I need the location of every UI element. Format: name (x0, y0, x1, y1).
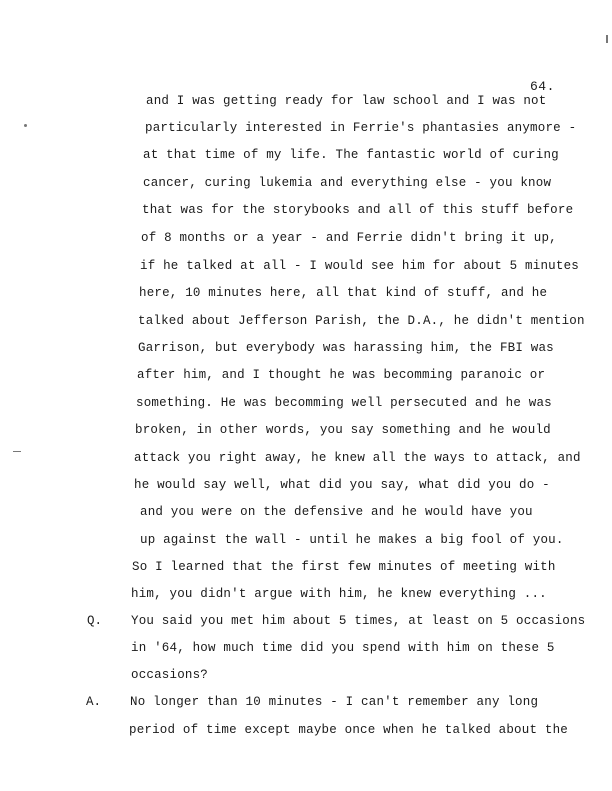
transcript-line: here, 10 minutes here, all that kind of stuff, and he (139, 286, 548, 300)
transcript-line: that was for the storybooks and all of this stuff before (142, 203, 574, 217)
transcript-line: after him, and I thought he was becomming paranoic or (137, 368, 546, 382)
transcript-line: attack you right away, he knew all the ways to attack, and (134, 451, 581, 465)
transcript-line: he would say well, what did you say, what did you do - (134, 478, 550, 492)
transcript-line: particularly interested in Ferrie's phantasies anymore - (145, 121, 577, 135)
transcript-line: period of time except maybe once when he talked about the (129, 723, 568, 737)
transcript-line: talked about Jefferson Parish, the D.A., he didn't mention (138, 314, 585, 328)
transcript-line: in '64, how much time did you spend with him on these 5 (131, 641, 555, 655)
transcript-line: cancer, curing lukemia and everything else - you know (143, 176, 552, 190)
transcript-line: Garrison, but everybody was harassing him, the FBI was (138, 341, 554, 355)
scan-speck (606, 35, 608, 43)
scan-speck (24, 124, 27, 127)
transcript-line: if he talked at all - I would see him for about 5 minutes (140, 259, 579, 273)
transcript-line: and you were on the defensive and he would have you (140, 505, 533, 519)
transcript-line: So I learned that the first few minutes of meeting with (132, 560, 556, 574)
transcript-line: something. He was becomming well persecuted and he was (136, 396, 552, 410)
transcript-line: up against the wall - until he makes a big fool of you. (140, 533, 564, 547)
transcript-line: at that time of my life. The fantastic world of curing (143, 148, 559, 162)
transcript-line: and I was getting ready for law school and I was not (146, 94, 547, 108)
speaker-label-question: Q. (87, 614, 103, 628)
transcript-line: You said you met him about 5 times, at least on 5 occasions (131, 614, 586, 628)
transcript-line: No longer than 10 minutes - I can't remember any long (130, 695, 539, 709)
transcript-line: occasions? (131, 668, 209, 682)
transcript-line: broken, in other words, you say something and he would (135, 423, 551, 437)
scan-speck (13, 451, 21, 452)
transcript-line: of 8 months or a year - and Ferrie didn't bring it up, (141, 231, 557, 245)
page-number: 64. (530, 79, 555, 94)
speaker-label-answer: A. (86, 695, 102, 709)
transcript-line: him, you didn't argue with him, he knew everything ... (131, 587, 547, 601)
